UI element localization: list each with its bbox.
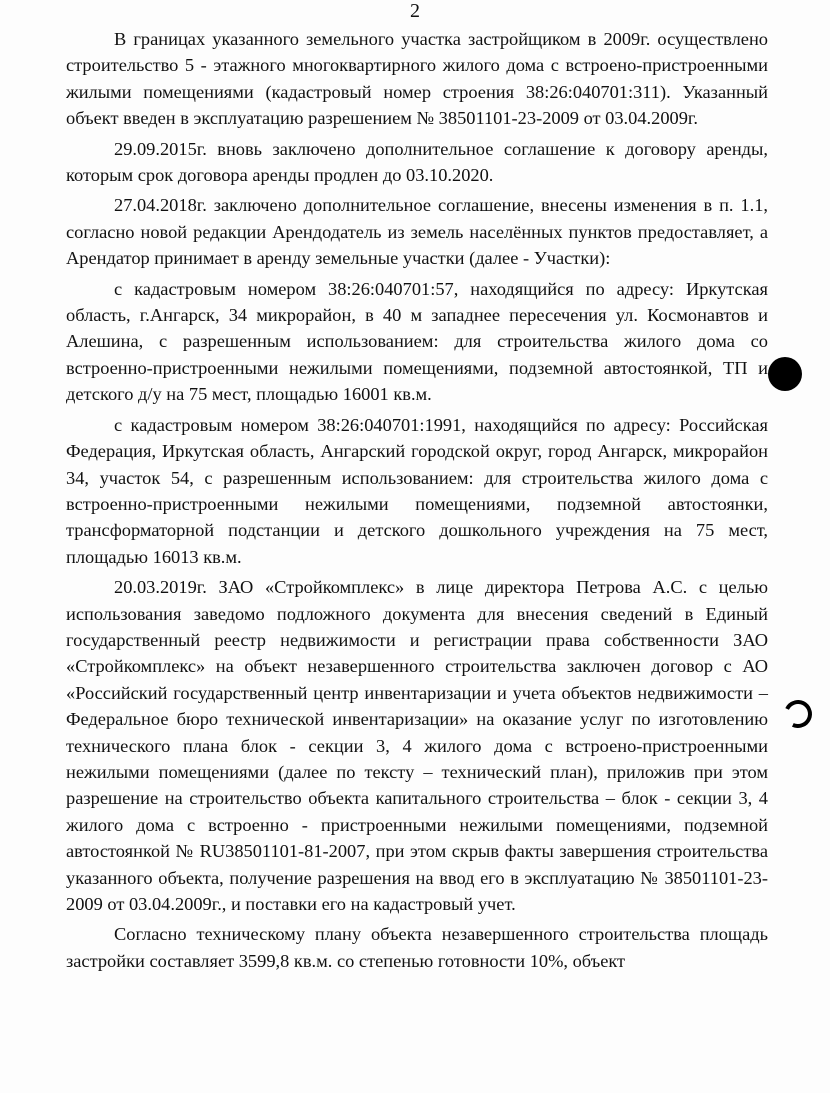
paragraph-technical-plan-area: Согласно техническому плану объекта незавершенного строительства площадь застройки составляет 3599,8 кв.м. со степенью готовности 10%, объект bbox=[66, 924, 768, 971]
paragraph-construction: В границах указанного земельного участка застройщиком в 2009г. осуществлено строительство 5 - этажного многоквартирного жилого дома с встроено-пристроенными жилыми помещениями (кадастровый номер строения 38:26:040701:311). Указанный объект введен в эксплуатацию разрешением № 38501101-23-2009 от 03.04.2009г. bbox=[66, 29, 768, 129]
document-body bbox=[66, 26, 768, 974]
punch-hole-mark bbox=[768, 357, 802, 391]
paragraph-lease-extension: 29.09.2015г. вновь заключено дополнительное соглашение к договору аренды, которым срок договора аренды продлен до 03.10.2020. bbox=[66, 138, 768, 186]
paragraph-plot-57: с кадастровым номером 38:26:040701:57, находящийся по адресу: Иркутская область, г.Ангарск, 34 микрорайон, в 40 м западнее пересечения ул. Космонавтов и Алешина, с разрешенным использованием: для строительства жилого дома со встроенно-пристроенными нежилыми помещениями, подземной автостоянкой, ТП и детского д/у на 75 мест, площадью 16001 кв.м. bbox=[66, 278, 768, 405]
page-number: 2 bbox=[410, 0, 420, 22]
paragraph-technical-plan-contract: 20.03.2019г. ЗАО «Стройкомплекс» в лице директора Петрова А.С. с целью использования заведомо подложного документа для внесения сведений в Единый государственный реестр недвижимости и регистрации права собственности ЗАО «Стройкомплекс» на объект незавершенного строительства заключен договор с АО «Российский государственный центр инвентаризации и учета объектов недвижимости – Федеральное бюро технической инвентаризации» на оказание услуг по изготовлению технического плана блок - секции 3, 4 жилого дома с встроено-пристроенными нежилыми помещениями (далее по тексту – технический план), приложив при этом разрешение на строительство объекта капитального строительства – блок - секции 3, 4 жилого дома с встроенно - пристроенными нежилыми помещениями, подземной автостоянкой № RU38501101-81-2007, при этом скрыв факты завершения строительства указанного объекта, получение разрешения на ввод его в эксплуатацию № 38501101-23-2009 от 03.04.2009г., и поставки его на кадастровый учет. bbox=[66, 577, 768, 914]
punch-hole-partial-mark bbox=[780, 696, 816, 732]
paragraph-plot-1991: с кадастровым номером 38:26:040701:1991, находящийся по адресу: Российская Федерация, Иркутская область, Ангарский городской округ, город Ангарск, микрорайон 34, участок 54, с разрешенным использованием: для строительства жилого дома с встроенно-пристроенными нежилыми помещениями, подземной автостоянки, трансформаторной подстанции и детского дошкольного учреждения на 75 мест, площадью 16013 кв.м. bbox=[66, 414, 768, 567]
paragraph-lease-amendment: 27.04.2018г. заключено дополнительное соглашение, внесены изменения в п. 1.1, согласно новой редакции Арендодатель из земель населённых пунктов предоставляет, а Арендатор принимает в аренду земельные участки (далее - Участки): bbox=[66, 195, 768, 269]
